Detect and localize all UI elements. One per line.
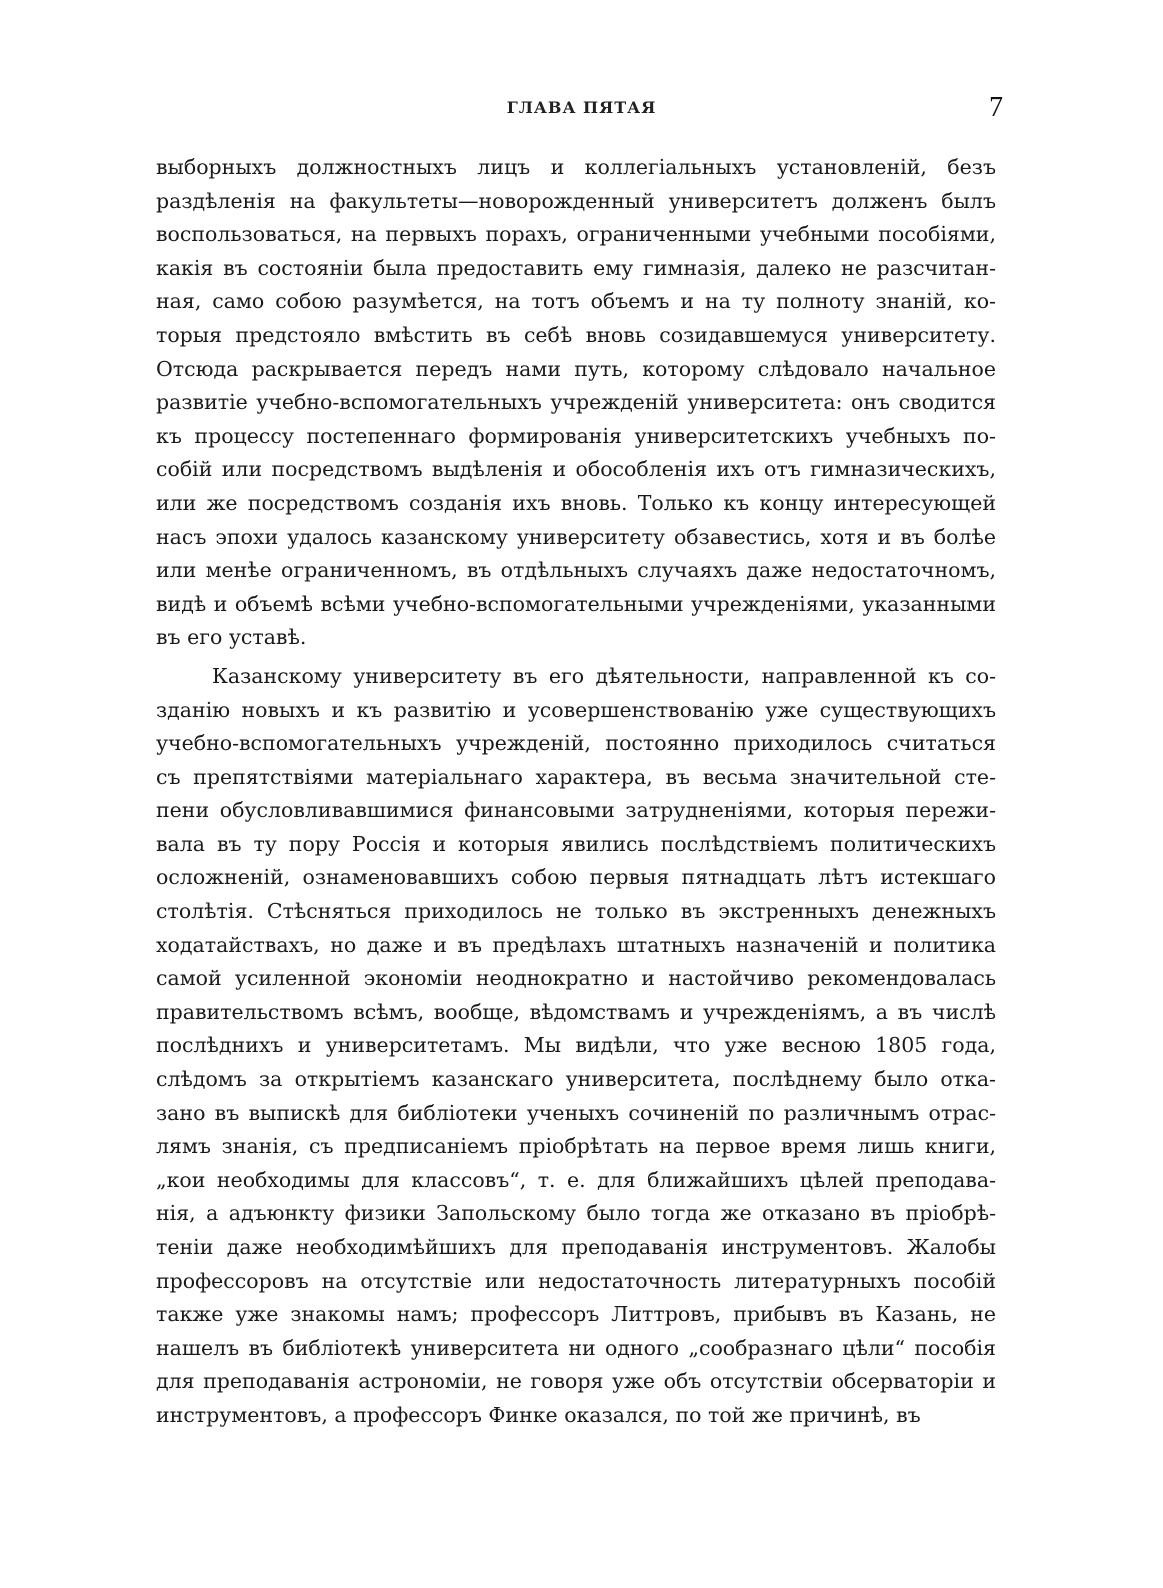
text-line: какія въ состояніи была предоставить ему гимназія, далеко не разсчитан-: [156, 255, 996, 280]
text-line: къ процессу постепеннаго формированія университетскихъ учебныхъ по-: [156, 423, 996, 448]
text-line: раздѣленія на факультеты—новорожденный университетъ долженъ былъ: [156, 188, 996, 213]
text-line: съ препятствіями матеріальнаго характера, въ весьма значительной сте-: [156, 764, 996, 789]
text-line: ная, само собою разумѣется, на тотъ объемъ и на ту полноту знаній, ко-: [156, 289, 996, 314]
text-line: зано въ выпискѣ для библіотеки ученыхъ сочиненій по различнымъ отрас-: [156, 1100, 996, 1125]
text-line: также уже знакомы намъ; профессоръ Литтровъ, прибывъ въ Казань, не: [156, 1302, 996, 1327]
text-line: слѣдомъ за открытіемъ казанскаго университета, послѣднему было отка-: [156, 1067, 996, 1092]
text-line: теніи даже необходимѣйшихъ для преподаванія инструментовъ. Жалобы: [156, 1235, 996, 1259]
text-line: „кои необходимы для классовъ“, т. е. для ближайшихъ цѣлей преподава-: [156, 1167, 996, 1192]
text-line: инструментовъ, а профессоръ Финке оказался, по той же причинѣ, въ: [156, 1402, 921, 1427]
body-text: [156, 151, 996, 1433]
text-line: вала въ ту пору Россія и которыя явились послѣдствіемъ политическихъ: [156, 831, 996, 856]
text-line: ходатайствахъ, но даже и въ предѣлахъ штатныхъ назначеній и политика: [156, 932, 996, 957]
text-line: насъ эпохи удалось казанскому университету обзавестись, хотя и въ болѣе: [156, 524, 996, 549]
text-line: правительствомъ всѣмъ, вообще, вѣдомствамъ и учрежденіямъ, а въ числѣ: [156, 999, 996, 1024]
text-line: пени обусловливавшимися финансовыми затрудненіями, которыя пережи-: [156, 798, 996, 823]
paragraph: [156, 660, 996, 1433]
paragraph: [156, 151, 996, 655]
text-line: нія, а адъюнкту физики Запольскому было тогда же отказано въ пріобрѣ-: [156, 1201, 996, 1226]
text-line: столѣтія. Стѣсняться приходилось не только въ экстренныхъ денежныхъ: [156, 899, 996, 924]
text-line: Казанскому университету въ его дѣятельности, направленной къ со-: [212, 663, 996, 688]
text-line: лямъ знанія, съ предписаніемъ пріобрѣтать на первое время лишь книги,: [156, 1134, 996, 1159]
text-line: Отсюда раскрывается передъ нами путь, которому слѣдовало начальное: [156, 356, 996, 381]
text-line: или же посредствомъ созданія ихъ вновь. Только къ концу интересующей: [156, 490, 996, 515]
text-line: профессоровъ на отсутствіе или недостаточность литературныхъ пособій: [156, 1268, 996, 1293]
text-line: торыя предстояло вмѣстить въ себѣ вновь созидавшемуся университету.: [156, 322, 996, 347]
text-line: собій или посредствомъ выдѣленія и обособленія ихъ отъ гимназическихъ,: [156, 457, 996, 482]
page-number: 7: [989, 92, 1003, 123]
text-line: или менѣе ограниченномъ, въ отдѣльныхъ случаяхъ даже недостаточномъ,: [156, 558, 996, 583]
chapter-title: ГЛАВА ПЯТАЯ: [506, 98, 657, 117]
text-line: видѣ и объемѣ всѣми учебно-вспомогательными учрежденіями, указанными: [156, 591, 996, 616]
text-line: зданію новыхъ и къ развитію и усовершенствованію уже существующихъ: [156, 697, 996, 722]
text-line: выборныхъ должностныхъ лицъ и коллегіальныхъ установленій, безъ: [156, 155, 996, 179]
text-line: самой усиленной экономіи неоднократно и настойчиво рекомендовалась: [156, 966, 996, 991]
text-line: учебно-вспомогательныхъ учрежденій, постоянно приходилось считаться: [156, 731, 996, 756]
text-line: воспользоваться, на первыхъ порахъ, ограниченными учебными пособіями,: [156, 222, 996, 247]
text-line: развитіе учебно-вспомогательныхъ учрежденій университета: онъ сводится: [156, 390, 996, 415]
text-line: въ его уставѣ.: [156, 625, 307, 650]
text-line: нашелъ въ библіотекѣ университета ни одного „сообразнаго цѣли“ пособія: [156, 1335, 996, 1360]
text-line: для преподаванія астрономіи, не говоря уже объ отсутствіи обсерваторіи и: [156, 1369, 996, 1394]
text-line: послѣднихъ и университетамъ. Мы видѣли, что уже весною 1805 года,: [156, 1033, 996, 1058]
running-head: [0, 92, 1163, 126]
text-line: осложненій, ознаменовавшихъ собою первыя пятнадцать лѣтъ истекшаго: [156, 865, 996, 890]
